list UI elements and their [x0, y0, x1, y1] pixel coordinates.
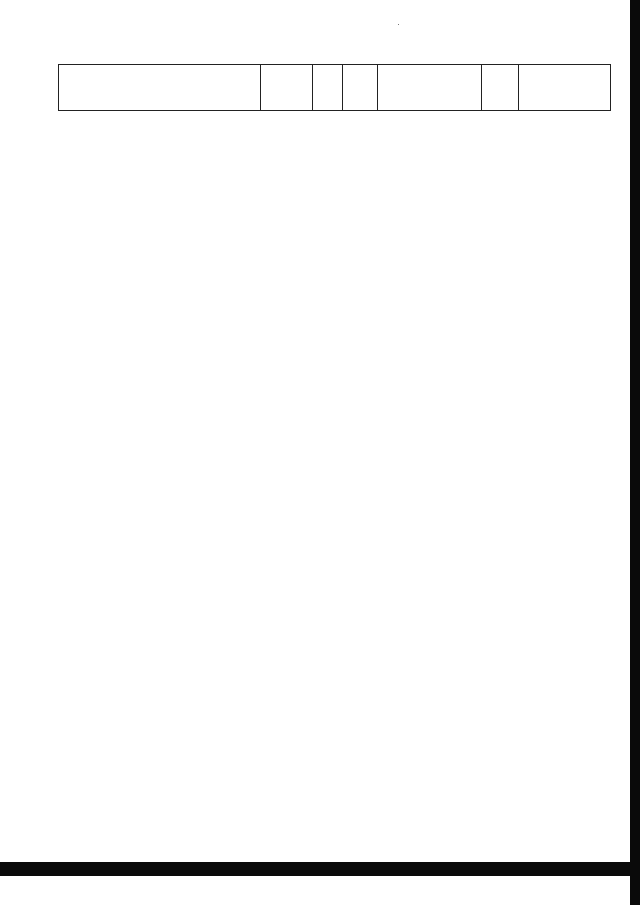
scan-right-edge [630, 0, 640, 905]
scan-bottom-bar [0, 862, 640, 876]
header-sum [519, 65, 611, 111]
scan-speck [398, 24, 399, 25]
table-header-row [59, 65, 611, 111]
header-csr [378, 65, 482, 111]
header-rz [313, 65, 343, 111]
header-pr [343, 65, 378, 111]
header-kvsr [261, 65, 313, 111]
budget-table [58, 64, 611, 111]
header-vr [482, 65, 519, 111]
header-name [59, 65, 261, 111]
